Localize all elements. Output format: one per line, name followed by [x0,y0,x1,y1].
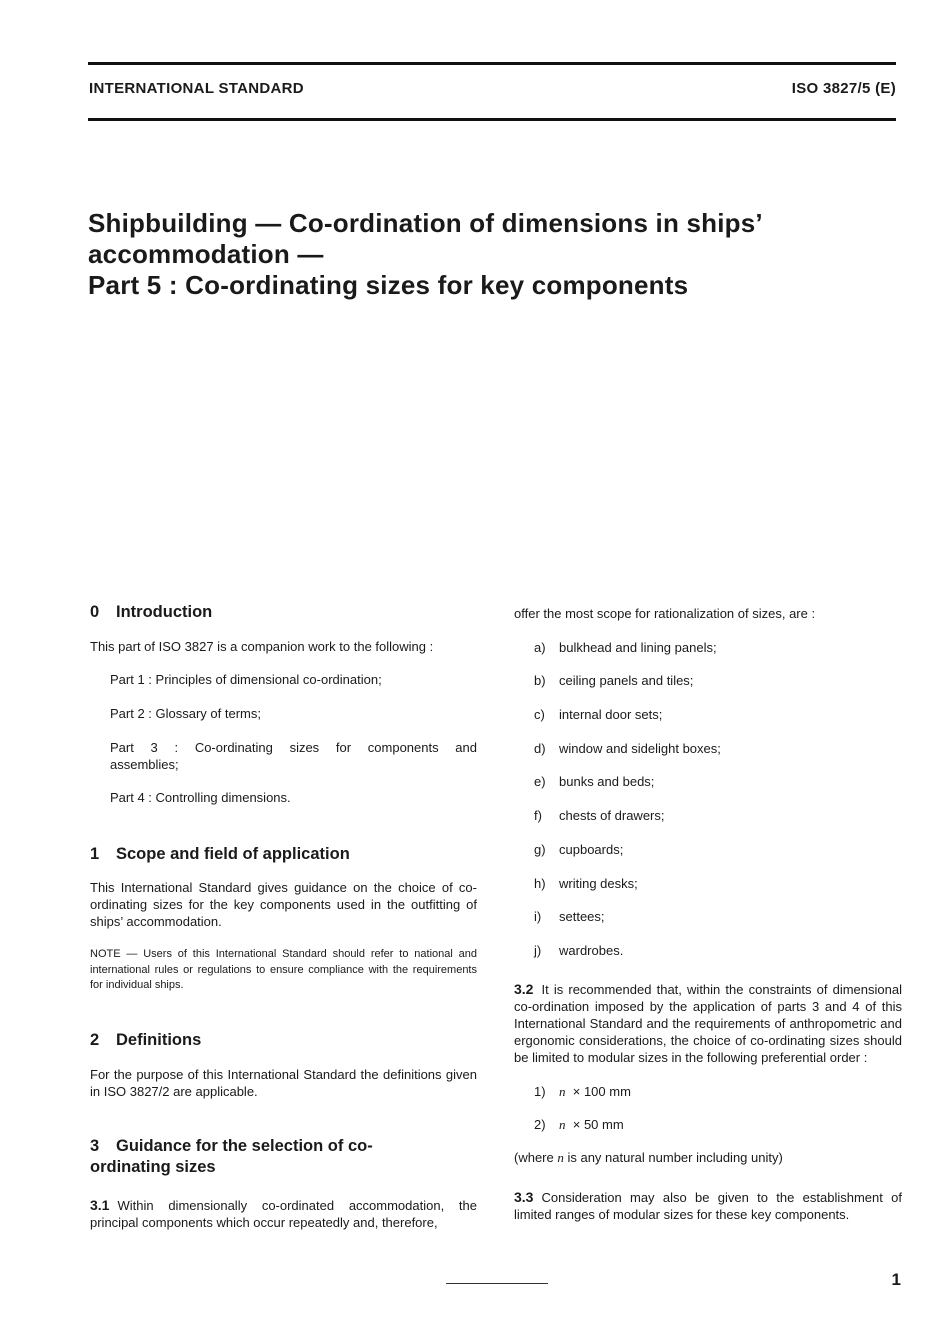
intro-part-2: Part 2 : Glossary of terms; [110,706,261,721]
title-line-3: Part 5 : Co-ordinating sizes for key components [88,270,689,300]
section-2-heading [90,1030,477,1051]
standard-number: ISO 3827/5 (E) [791,80,896,97]
top-rule [88,62,896,65]
scope-note: NOTE — Users of this International Standard should refer to national and international rules or regulations to ensure compliance with the requirements for individual ships. [90,948,477,991]
list-item [514,875,902,892]
section-1-title: Scope and field of application [116,845,350,863]
section-2-number: 2 [90,1030,100,1049]
section-3-title-line-2: ordinating sizes [90,1157,216,1176]
list-item-label: j) [534,943,542,958]
section-0-heading [90,602,477,623]
list-item [514,773,902,790]
list-item-label: h) [534,876,546,891]
clause-3-3-text: Consideration may also be given to the establishment of limited ranges of modular sizes for these key components. [514,1190,902,1222]
section-3-heading [90,1136,477,1178]
clause-3-3-number: 3.3 [514,1189,534,1205]
where-note-variable: n [557,1150,564,1165]
list-item [514,672,902,689]
list-item [514,740,902,757]
header-bottom-rule [88,118,896,121]
list-item-text: settees; [559,909,605,924]
list-item-text: writing desks; [559,876,638,891]
clause-3-1-number: 3.1 [90,1196,110,1213]
section-0-title: Introduction [116,603,213,621]
footer-rule [446,1283,548,1284]
page-number: 1 [891,1270,901,1289]
list-item-text: cupboards; [559,842,624,857]
order-text: × 50 mm [572,1117,624,1132]
list-item-label: g) [534,842,546,857]
list-item-text: bunks and beds; [559,774,655,789]
list-item-label: c) [534,707,545,722]
order-variable: n [559,1084,566,1099]
section-1-heading [90,844,477,865]
list-item-label: i) [534,909,542,924]
definitions-text: For the purpose of this International Standard the definitions given in ISO 3827/2 are applicable. [90,1066,477,1099]
list-item [514,639,902,656]
list-item [514,807,902,824]
section-1-number: 1 [90,845,100,863]
where-note-suffix: is any natural number including unity) [563,1150,783,1165]
scope-text: This International Standard gives guidance on the choice of co-ordinating sizes for the key components used in the outfitting of ships’ accommodation. [90,880,477,929]
list-item-text: internal door sets; [559,707,663,722]
where-note [514,1149,902,1166]
intro-part-4: Part 4 : Controlling dimensions. [110,790,291,805]
intro-text: This part of ISO 3827 is a companion work to the following : [90,639,434,654]
clause-3-2-text: It is recommended that, within the constraints of dimensional co-ordination imposed by the application of parts 3 and 4 of this International Standard and the requirements of anthropometric and ergonomic considerations, the choice of co-ordinating sizes should be limited to modular sizes in the following preferential order : [514,982,902,1065]
document-title [88,208,888,301]
list-item-label: f) [534,808,542,823]
where-note-prefix: (where [514,1150,558,1165]
list-item-text: bulkhead and lining panels; [559,640,717,655]
list-item [514,841,902,858]
clause-3-2 [514,981,902,1066]
intro-part-3: Part 3 : Co-ordinating sizes for components and assemblies; [110,740,477,772]
section-0-number: 0 [90,603,100,621]
title-line-1: Shipbuilding — Co-ordination of dimensions in ships’ [88,208,763,238]
list-item [514,706,902,723]
left-column [90,600,477,1231]
list-item-label: b) [534,673,546,688]
list-item-label: a) [534,640,546,655]
list-item-label: e) [534,774,546,789]
preferential-order-1 [514,1083,902,1100]
title-line-2: accommodation — [88,239,324,269]
order-label: 1) [534,1084,546,1099]
intro-part-1: Part 1 : Principles of dimensional co-ordination; [110,672,382,687]
order-variable: n [559,1117,566,1132]
list-item-text: ceiling panels and tiles; [559,673,694,688]
clause-3-1-continued: offer the most scope for rationalization of sizes, are : [514,606,816,621]
order-label: 2) [534,1117,546,1132]
standard-type-label: INTERNATIONAL STANDARD [89,80,304,97]
section-3-number: 3 [90,1136,100,1155]
list-item-label: d) [534,741,546,756]
clause-3-2-number: 3.2 [514,981,534,997]
list-item-text: wardrobes. [559,943,624,958]
list-item [514,908,902,925]
list-item-text: chests of drawers; [559,808,665,823]
order-text: × 100 mm [572,1084,631,1099]
clause-3-3 [514,1189,902,1223]
list-item [514,942,902,959]
clause-3-1-text: Within dimensionally co-ordinated accommodation, the principal components which occur repeatedly and, therefore, [90,1197,477,1230]
section-3-title-line-1: Guidance for the selection of co- [116,1136,373,1155]
section-2-title: Definitions [116,1030,202,1049]
component-list [514,639,902,959]
clause-3-1 [90,1197,477,1231]
right-column [514,600,902,1223]
list-item-text: window and sidelight boxes; [559,741,721,756]
preferential-order-2 [514,1116,902,1133]
